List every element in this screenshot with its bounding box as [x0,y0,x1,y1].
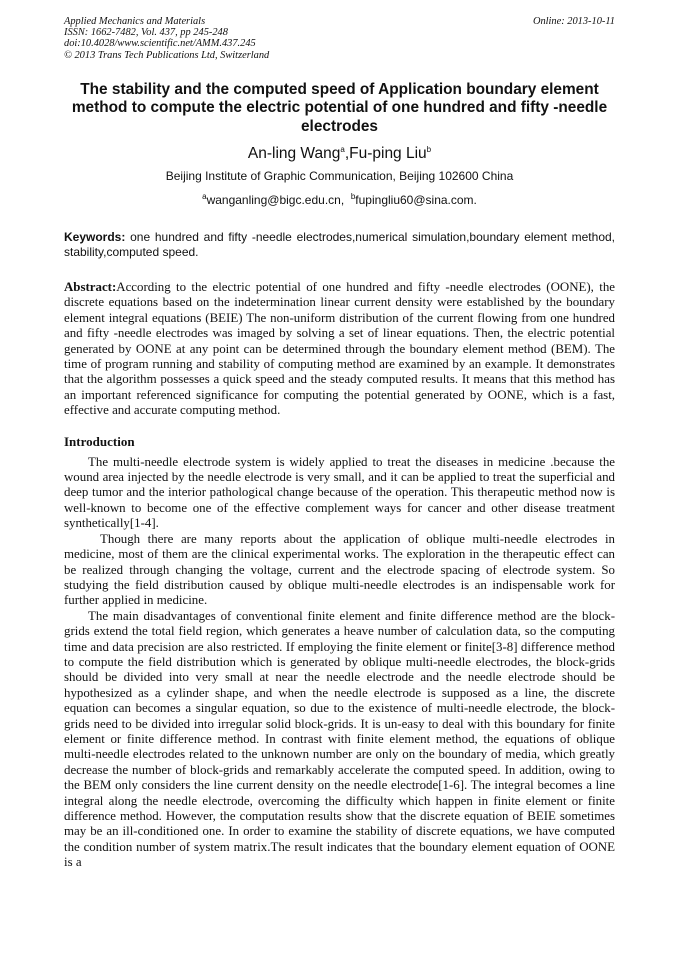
issn-line: ISSN: 1662-7482, Vol. 437, pp 245-248 [64,27,228,39]
section-heading-introduction: Introduction [64,433,135,449]
abstract-text: According to the electric potential of one hundred and fifty -needle electrodes (OONE), the discrete equations based on the indetermination linear current density were established by the boundary element integral equations (BEIE) The non-uniform distribution of the current flowing from one hundred and fifty -needle electrodes was imaged by solving a set of linear equations. Then, the electric potential generated by OONE at any point can be determined through the boundary element method (BEM). The time of program running and stability of computing method are examined by an example. It demonstrates that the algorithm possesses a quick speed and the steady computed results. It means that this method has an important referenced significance for computing the potential generated by OONE, which is a fast, effective and accurate computing method. [64,280,615,418]
abstract-label: Abstract: [64,280,117,294]
author-1-mark: a [340,145,345,155]
intro-paragraph-3: The main disadvantages of conventional finite element and finite difference method are the block-grids extend the total field region, which generates a heave number of calculation data, so the computing time and data precision are also restricted. If employing the finite element or finite[3-8] difference method to compute the field distribution which is generated by oblique multi-needle electrodes, the block-grids should be divided into very small at near the needle electrode and the needle electrode should be hypothesized as a cylinder shape, and when the needle electrode is supposed as a line, the discrete equation can becomes a singular equation, so due to the existence of multi-needle electrode, the block-grids need to be divided into irregular solid block-grids. It is un-easy to deal with this boundary for finite element or finite difference method. In contrast with finite element method, the equations of oblique multi-needle electrodes related to the unknown number are only on the boundary of media, which greatly decrease the number of block-grids and remarkably accelerate the computed speed. In addition, owing to the BEM only considers the line current density on the needle electrode[1-6]. The integral becomes a line integral along the needle electrode, overcoming the difficulty which happen in finite element or finite difference method. However, the computation results show that the discrete equation of BEIE sometimes may be an ill-conditioned one. In order to examine the stability of discrete equations, we have computed the condition number of system matrix.The result indicates that the boundary element equation of OONE is a [64,608,615,870]
author-line [64,140,615,164]
journal-header [64,16,615,61]
online-date: Online: 2013-10-11 [532,16,615,27]
journal-name: Applied Mechanics and Materials [64,16,206,27]
copyright-line: © 2013 Trans Tech Publications Ltd, Switzerland [64,49,270,61]
email-line [64,190,615,207]
author-1: An-ling Wang [247,145,341,163]
email-a[interactable]: wanganling@bigc.edu.cn, [206,193,345,208]
keywords-text: one hundred and fifty -needle electrodes,numerical simulation,boundary element method, stability,computed speed. [64,230,615,259]
email-a-mark: a [202,192,207,202]
author-separator: , [344,145,350,163]
abstract-block [64,280,615,419]
paper-title: The stability and the computed speed of Application boundary element method to compute the electric potential of one hundred and fifty -needle electrodes [71,80,608,135]
keywords-block [64,230,615,259]
paper-page [64,16,615,871]
email-b[interactable]: fupingliu60@sina.com. [355,193,477,208]
affiliation: Beijing Institute of Graphic Communication, Beijing 102600 China [165,169,514,184]
doi-line: doi:10.4028/www.scientific.net/AMM.437.245 [64,38,256,50]
intro-paragraph-2: Though there are many reports about the application of oblique multi-needle electrodes in medicine, most of them are the clinical experimental works. The exploration in the therapeutic effect can be realized through changing the voltage, current and the electrode spacing of electrode system. So studying the field distribution caused by oblique multi-needle electrodes is an indispensable work for further applied in medicine. [64,531,615,608]
email-b-mark: b [350,192,356,202]
author-2: Fu-ping Liu [349,145,427,163]
intro-paragraph-1: The multi-needle electrode system is widely applied to treat the diseases in medicine .because the wound area injected by the needle electrode is very small, and it can be applied to treat the superficial and deep tumor and the interior pathological change because of the operation. This therapeutic method now is well-known to become one of the effective complement ways for cancer and other disease treatment synthetically[1-4]. [64,454,615,531]
author-2-mark: b [426,145,432,155]
keywords-label: Keywords: [64,230,126,245]
